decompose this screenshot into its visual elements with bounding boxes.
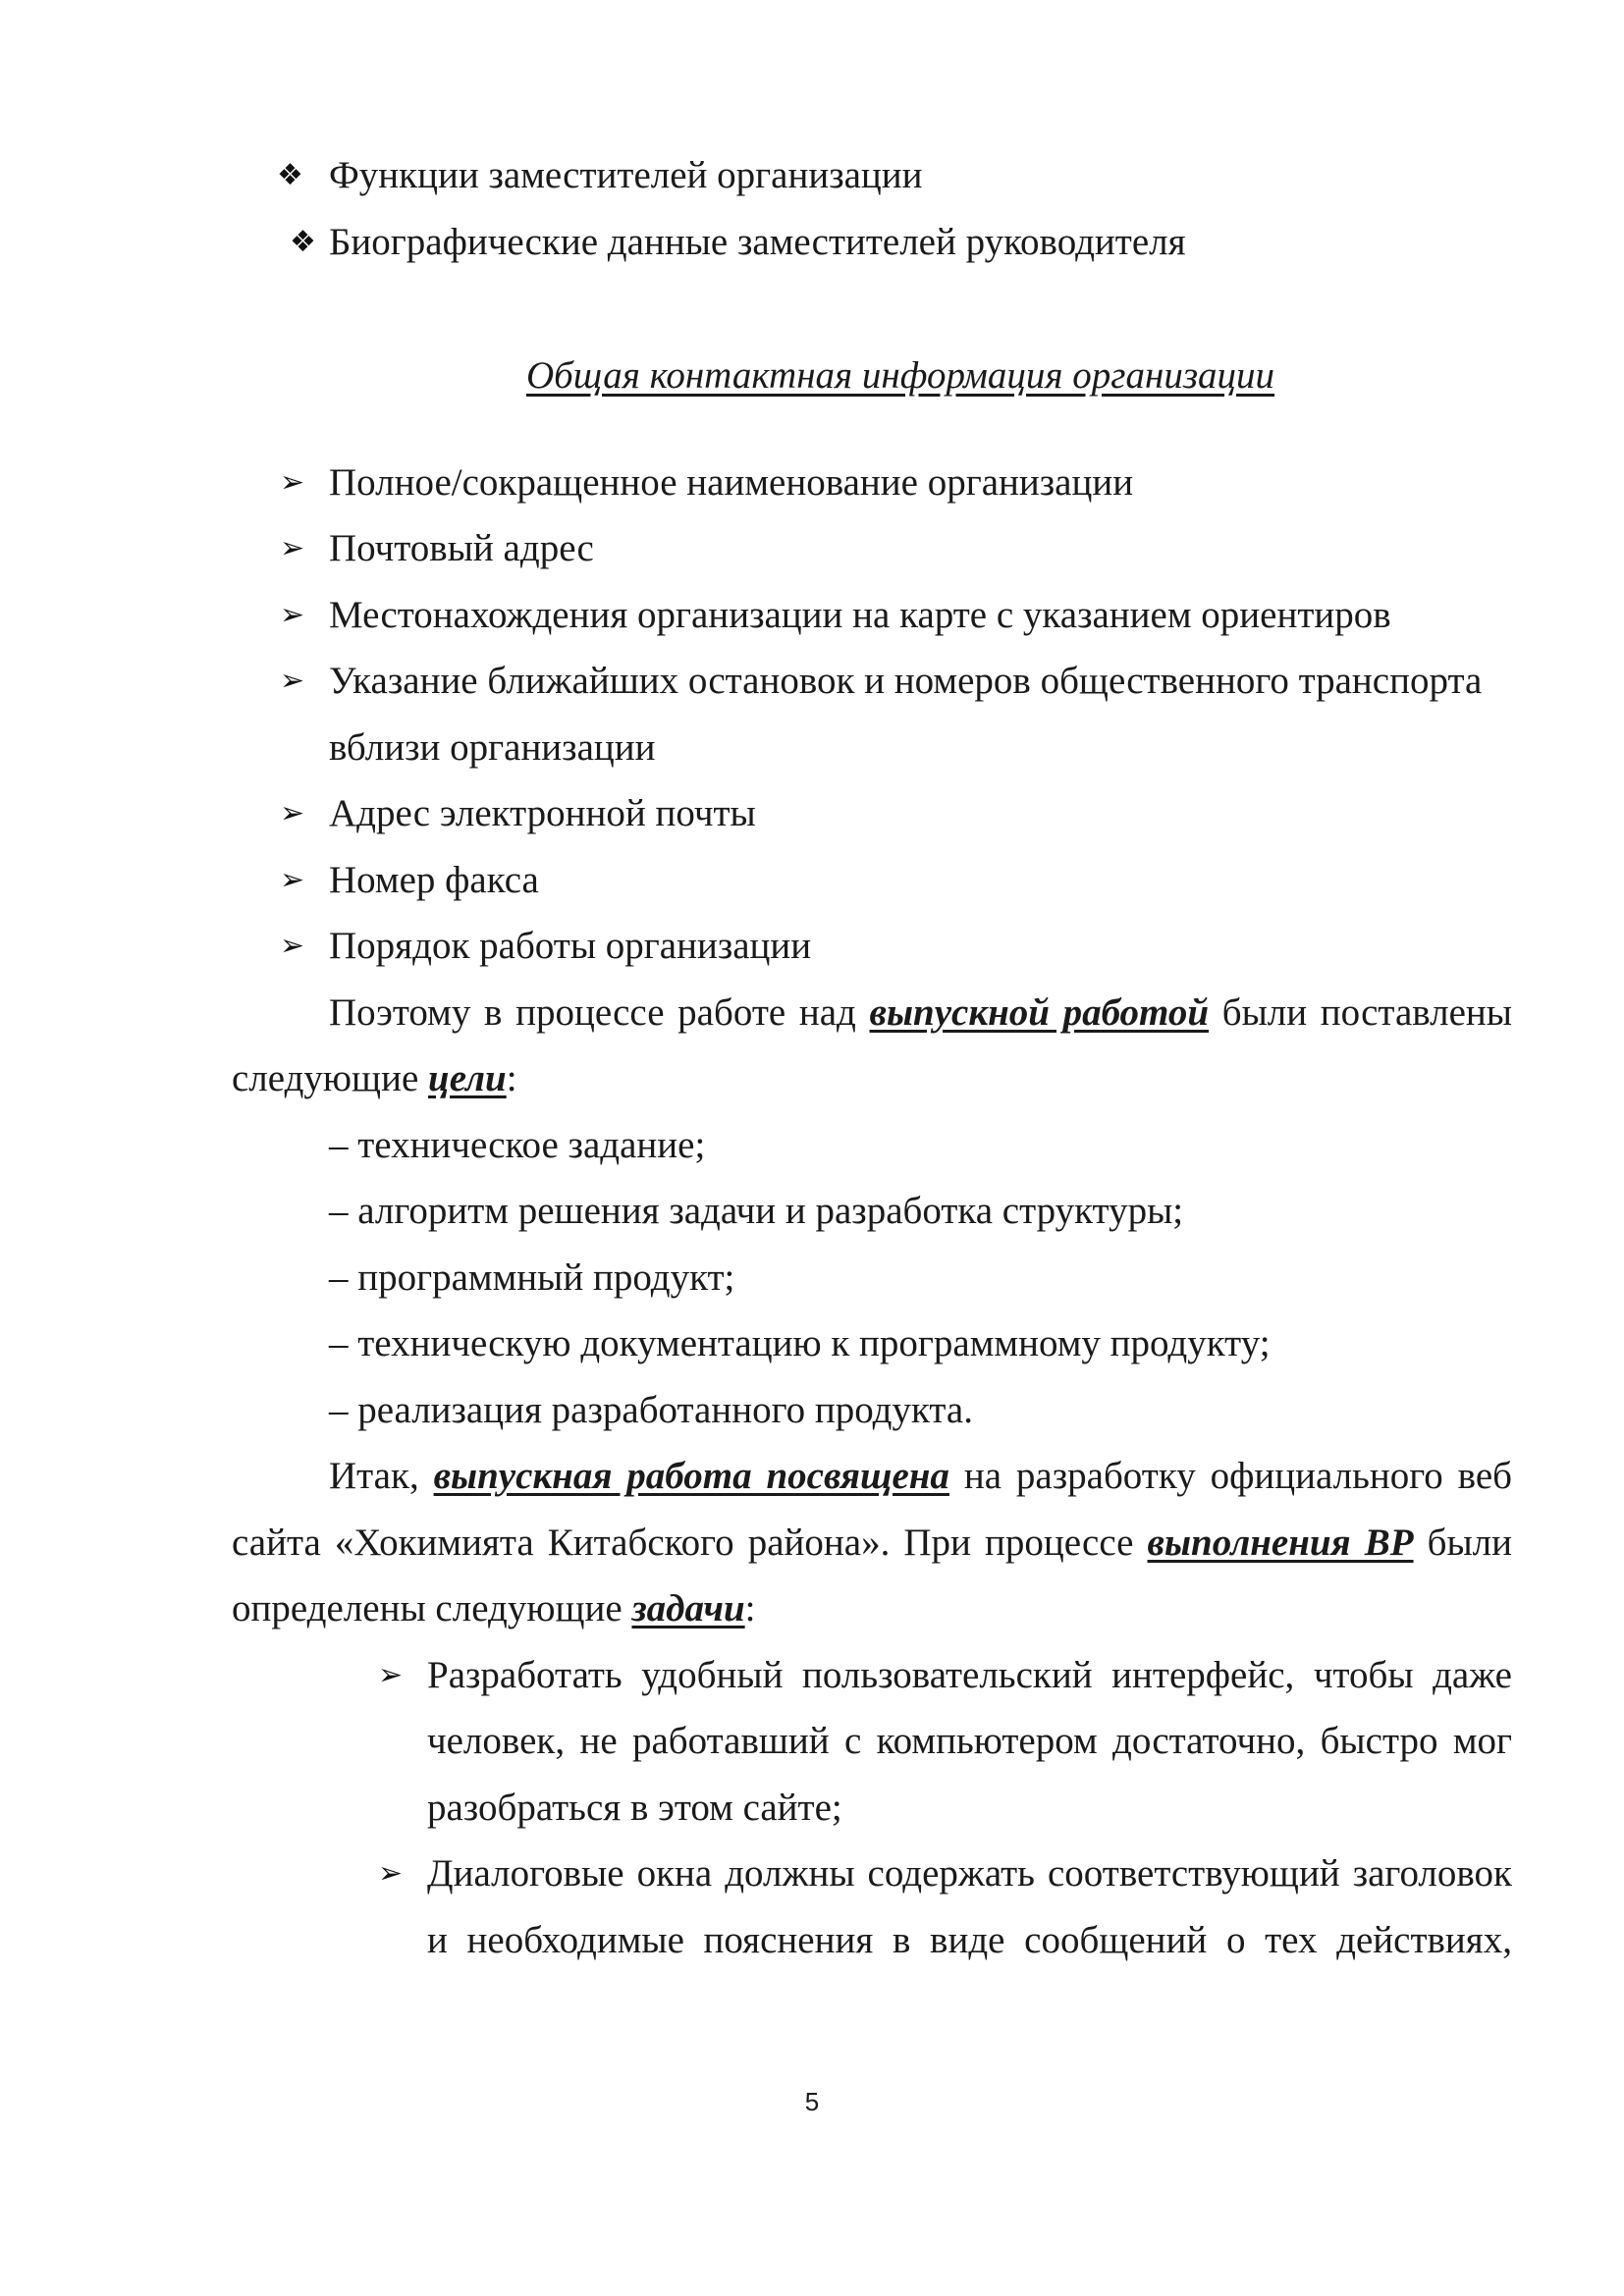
diamond-bullet-text: Функции заместителей организации — [329, 154, 923, 196]
paragraph-text: на разработку официального веб — [963, 1455, 1513, 1497]
tasks-paragraph-line3 — [232, 1585, 756, 1632]
diamond-bullet-icon: ❖ — [277, 158, 303, 192]
arrow-bullet-text: Местонахождения организации на карте с указанием ориентиров — [329, 594, 1391, 636]
task-text: Диалоговые окна должны содержать соответствующий заголовок — [427, 1852, 1512, 1895]
paragraph-text: сайта «Хокимията Китабского района». При процессе — [232, 1522, 1134, 1564]
diamond-bullet-text: Биографические данные заместителей руководителя — [329, 221, 1186, 263]
goals-paragraph-line1 — [329, 989, 1512, 1037]
paragraph-text: определены следующие — [232, 1587, 623, 1629]
arrow-bullet-icon: ➢ — [378, 1658, 404, 1692]
arrow-bullet-icon: ➢ — [280, 664, 305, 698]
arrow-bullet-icon: ➢ — [280, 863, 305, 897]
task-text-continuation: разобраться в этом сайте; — [427, 1787, 842, 1829]
arrow-bullet-icon: ➢ — [280, 531, 305, 565]
emphasis-text: выпускная работа посвящена — [433, 1455, 949, 1497]
emphasis-text: цели — [428, 1057, 507, 1099]
arrow-bullet-text-continuation: вблизи организации — [329, 726, 656, 769]
paragraph-text: были поставлены — [1221, 991, 1513, 1034]
goal-item: – программный продукт; — [329, 1256, 735, 1299]
tasks-paragraph-line1 — [329, 1453, 1512, 1500]
goal-item: – техническое задание; — [329, 1124, 706, 1166]
arrow-bullet-icon: ➢ — [280, 465, 305, 500]
paragraph-text: Поэтому в процессе работе над — [329, 991, 856, 1034]
goal-item: – алгоритм решения задачи и разработка структуры; — [329, 1190, 1184, 1232]
paragraph-text: Итак, — [329, 1455, 419, 1497]
arrow-bullet-text: Порядок работы организации — [329, 925, 812, 967]
emphasis-text: задачи — [631, 1587, 745, 1629]
diamond-bullet-icon: ❖ — [290, 225, 316, 259]
paragraph-text: следующие — [232, 1057, 419, 1099]
arrow-bullet-text: Почтовый адрес — [329, 527, 594, 569]
arrow-bullet-icon: ➢ — [280, 929, 305, 963]
arrow-bullet-text: Полное/сокращенное наименование организации — [329, 461, 1134, 504]
emphasis-text: выпускной работой — [869, 991, 1210, 1034]
task-text: Разработать удобный пользовательский интерфейс, чтобы даже — [427, 1654, 1512, 1696]
arrow-bullet-icon: ➢ — [280, 598, 305, 632]
paragraph-text: : — [744, 1587, 756, 1629]
goal-item: – реализация разработанного продукта. — [329, 1389, 973, 1431]
paragraph-text: были — [1427, 1522, 1513, 1564]
arrow-bullet-icon: ➢ — [378, 1856, 404, 1891]
tasks-paragraph-line2 — [232, 1520, 1512, 1567]
goals-paragraph-line2 — [232, 1055, 517, 1102]
arrow-bullet-icon: ➢ — [280, 796, 305, 830]
emphasis-text: выполнения ВР — [1147, 1522, 1414, 1564]
arrow-bullet-text: Номер факса — [329, 859, 539, 901]
paragraph-text: : — [506, 1057, 517, 1099]
task-text-continuation: и необходимые пояснения в виде сообщений о тех действиях, — [427, 1919, 1512, 1961]
arrow-bullet-text: Указание ближайших остановок и номеров общественного транспорта — [329, 660, 1483, 702]
goal-item: – техническую документацию к программному продукту; — [329, 1322, 1271, 1364]
task-text-continuation: человек, не работавший с компьютером достаточно, быстро мог — [427, 1720, 1512, 1762]
arrow-bullet-text: Адрес электронной почты — [329, 792, 756, 834]
page-number: 5 — [804, 2087, 820, 2116]
section-heading: Общая контактная информация организации — [526, 354, 1275, 397]
